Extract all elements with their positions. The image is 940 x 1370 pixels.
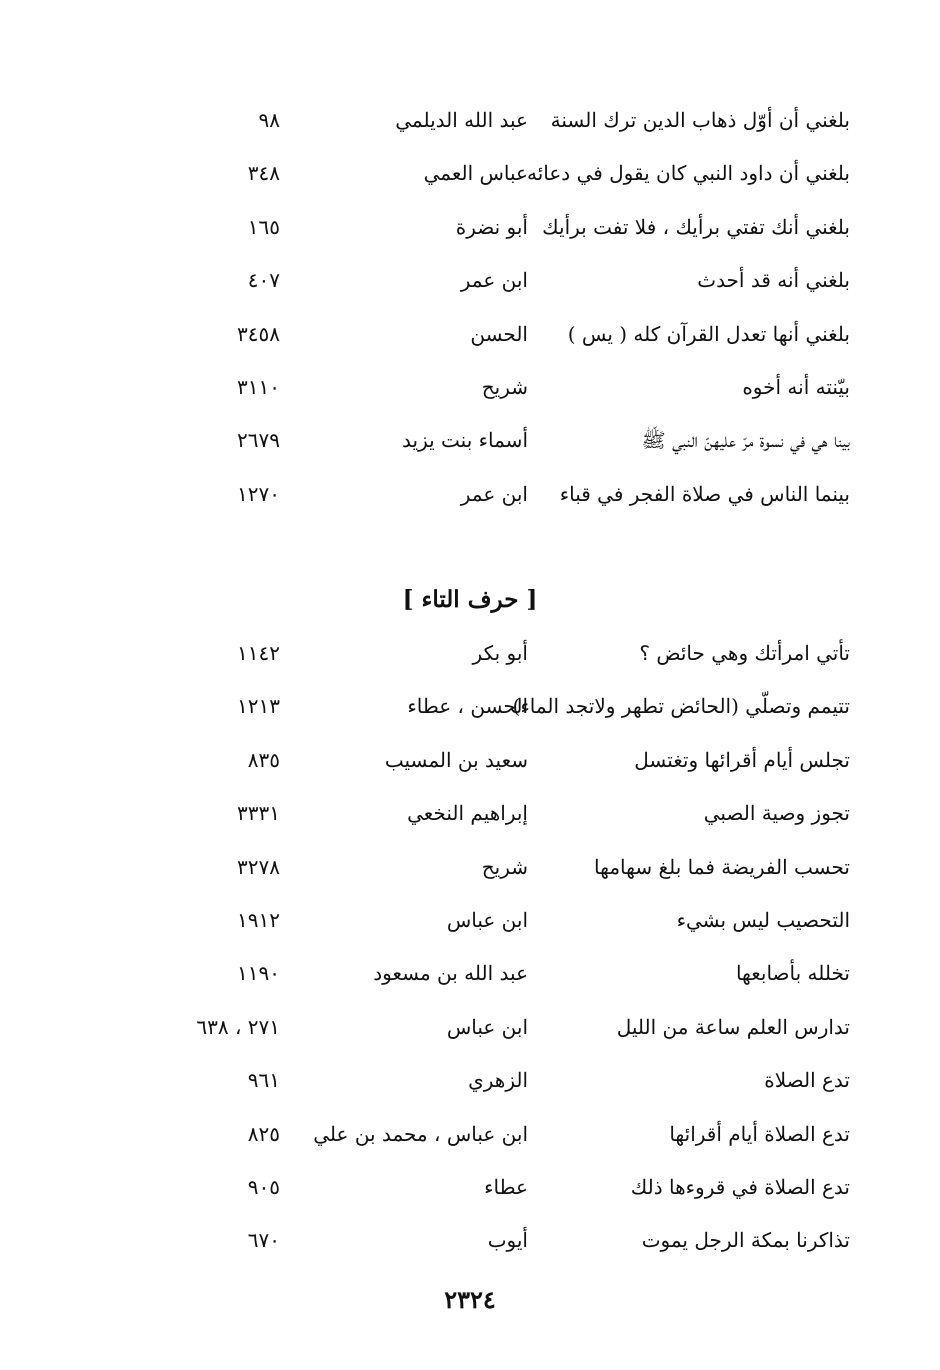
reference-number: ٨٣٥ (247, 747, 280, 772)
index-row (0, 628, 940, 681)
narrator-name: أيوب (487, 1228, 528, 1253)
narrator-name: أبو نضرة (455, 214, 528, 239)
reference-number: ٩٨ (258, 108, 280, 132)
narrator-name: عبد الله بن مسعود (373, 961, 528, 986)
reference-number: ٣٣٣١ (237, 801, 280, 826)
reference-number: ٣٤٥٨ (237, 321, 280, 346)
reference-number: ٢٧١ ، ٦٣٨ (196, 1014, 280, 1039)
narrator-name: الحسن ، عطاء (407, 694, 528, 719)
reference-number: ٩٠٥ (247, 1174, 280, 1199)
reference-number: ١١٩٠ (237, 961, 280, 986)
hadith-text: بلغني أنها تعدل القرآن كله ( يس ) (567, 321, 850, 346)
reference-number: ١٩١٢ (237, 907, 280, 932)
index-row (0, 469, 940, 522)
hadith-text: تحسب الفريضة فما بلغ سهامها (594, 854, 850, 879)
index-row (0, 1109, 940, 1162)
index-row (0, 948, 940, 1001)
reference-number: ٣١١٠ (237, 374, 280, 399)
narrator-name: سعيد بن المسيب (384, 747, 528, 772)
narrator-name: شريح (481, 854, 528, 879)
reference-number: ١١٤٢ (237, 641, 280, 665)
index-row (0, 148, 940, 201)
hadith-text: بينما الناس في صلاة الفجر في قباء (559, 481, 850, 506)
hadith-text: بينا هي في نسوة مرّ عليهنّ النبي ﷺ (641, 428, 850, 453)
narrator-name: ابن عباس (446, 1014, 528, 1039)
index-row (0, 1002, 940, 1055)
page-number: ٢٣٢٤ (444, 1285, 496, 1314)
narrator-name: ابن عمر (460, 481, 528, 506)
index-row (0, 255, 940, 308)
index-row (0, 681, 940, 734)
narrator-name: عبد الله الديلمي (395, 108, 528, 132)
hadith-text: بيّنته أنه أخوه (742, 374, 850, 399)
hadith-text: تخلله بأصابعها (735, 961, 850, 986)
index-row (0, 362, 940, 415)
reference-number: ٣٤٨ (247, 161, 280, 186)
narrator-name: ابن عباس (446, 907, 528, 932)
hadith-text: بلغني أن أوّل ذهاب الدين ترك السنة (550, 108, 850, 132)
hadith-text: تدع الصلاة في قروءها ذلك (630, 1174, 850, 1199)
hadith-text: تدع الصلاة (764, 1068, 850, 1093)
reference-number: ٣٢٧٨ (237, 854, 280, 879)
narrator-name: أبو بكر (472, 641, 528, 665)
narrator-name: ابن عمر (460, 268, 528, 293)
index-row (0, 895, 940, 948)
index-row (0, 95, 940, 148)
index-row (0, 788, 940, 841)
index-row (0, 735, 940, 788)
reference-number: ١٢٧٠ (237, 481, 280, 506)
hadith-text: تجلس أيام أقرائها وتغتسل (634, 747, 850, 772)
hadith-text: بلغني أنه قد أحدث (697, 268, 850, 293)
hadith-text: تأتي امرأتك وهي حائض ؟ (639, 641, 850, 665)
narrator-name: الحسن (470, 321, 528, 346)
reference-number: ١٦٥ (247, 214, 280, 239)
reference-number: ٩٦١ (247, 1068, 280, 1093)
hadith-text: تذاكرنا بمكة الرجل يموت (641, 1228, 850, 1253)
reference-number: ٢٦٧٩ (237, 428, 280, 453)
reference-number: ٤٠٧ (247, 268, 280, 293)
index-row (0, 202, 940, 255)
hadith-text: بلغني أنك تفتي برأيك ، فلا تفت برأيك (542, 214, 850, 239)
hadith-text: بلغني أن داود النبي كان يقول في دعائه (526, 161, 850, 186)
narrator-name: أسماء بنت يزيد (402, 428, 528, 453)
index-row (0, 309, 940, 362)
hadith-text: تجوز وصية الصبي (703, 801, 850, 826)
index-section-ba (0, 95, 940, 522)
reference-number: ٨٢٥ (247, 1121, 280, 1146)
index-row (0, 1055, 940, 1108)
hadith-text: تدع الصلاة أيام أقرائها (669, 1121, 850, 1146)
index-section-ta (0, 628, 940, 1269)
hadith-text: تتيمم وتصلّي (الحائض تطهر ولاتجد الماء) (512, 694, 850, 719)
narrator-name: إبراهيم النخعي (407, 801, 528, 826)
index-row (0, 1162, 940, 1215)
hadith-text: تدارس العلم ساعة من الليل (616, 1014, 850, 1039)
narrator-name: عباس العمي (423, 161, 528, 186)
index-row (0, 415, 940, 468)
index-row (0, 842, 940, 895)
narrator-name: ابن عباس ، محمد بن علي (313, 1121, 528, 1146)
narrator-name: عطاء (484, 1174, 528, 1199)
index-row (0, 1215, 940, 1268)
narrator-name: شريح (481, 374, 528, 399)
hadith-text: التحصيب ليس بشيء (676, 907, 850, 932)
reference-number: ٦٧٠ (247, 1228, 280, 1253)
reference-number: ١٢١٣ (237, 694, 280, 719)
section-heading: [ حرف التاء ] (402, 586, 538, 613)
narrator-name: الزهري (468, 1068, 528, 1093)
